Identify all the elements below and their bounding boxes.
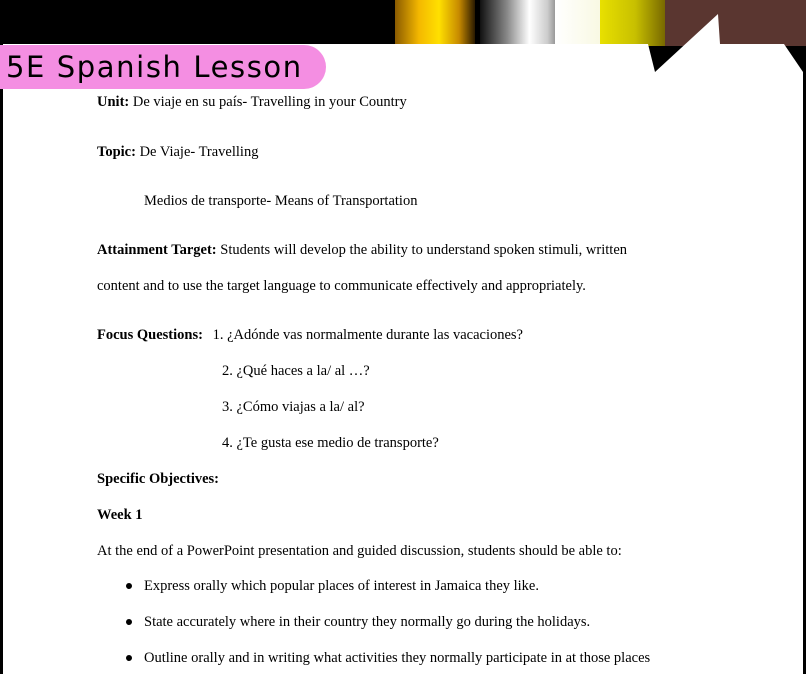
attainment-line-1 — [97, 241, 627, 259]
attainment-label: Attainment Target: — [97, 242, 217, 258]
unit-label: Unit: — [97, 94, 130, 110]
unit-text: De viaje en su país- Travelling in your Country — [132, 94, 407, 110]
attainment-text-1: Students will develop the ability to understand spoken stimuli, written — [220, 242, 628, 258]
unit-line — [97, 93, 407, 111]
bullet-dot-icon — [126, 583, 132, 589]
focus-question-2: 2. ¿Qué haces a la/ al …? — [222, 363, 370, 379]
objective-bullet-1: Express orally which popular places of interest in Jamaica they like. — [144, 578, 539, 594]
subtopic-line: Medios de transporte- Means of Transportation — [144, 193, 418, 209]
topic-text: De Viaje- Travelling — [139, 144, 259, 160]
focus-question-3: 3. ¿Cómo viajas a la/ al? — [222, 399, 365, 415]
objective-bullet-2: State accurately where in their country they normally go during the holidays. — [144, 614, 591, 630]
attainment-line-2: content and to use the target language to communicate effectively and appropriately. — [97, 278, 586, 294]
specific-objectives-heading: Specific Objectives: — [97, 471, 220, 487]
focus-question-4: 4. ¿Te gusta ese medio de transporte? — [222, 435, 439, 451]
topic-line — [97, 143, 258, 161]
focus-questions-line — [97, 326, 523, 344]
lesson-title: 5E Spanish Lesson — [6, 50, 303, 84]
lesson-title-badge — [0, 45, 326, 89]
focus-label: Focus Questions: — [97, 327, 203, 343]
week-heading: Week 1 — [97, 507, 143, 523]
objective-bullet-3: Outline orally and in writing what activities they normally participate in at those places — [144, 650, 651, 666]
bullet-dot-icon — [126, 655, 132, 661]
topic-label: Topic: — [97, 144, 136, 160]
focus-question-1: 1. ¿Adónde vas normalmente durante las vacaciones? — [212, 327, 523, 343]
objectives-intro: At the end of a PowerPoint presentation and guided discussion, students should be able to: — [97, 543, 622, 559]
bullet-dot-icon — [126, 619, 132, 625]
